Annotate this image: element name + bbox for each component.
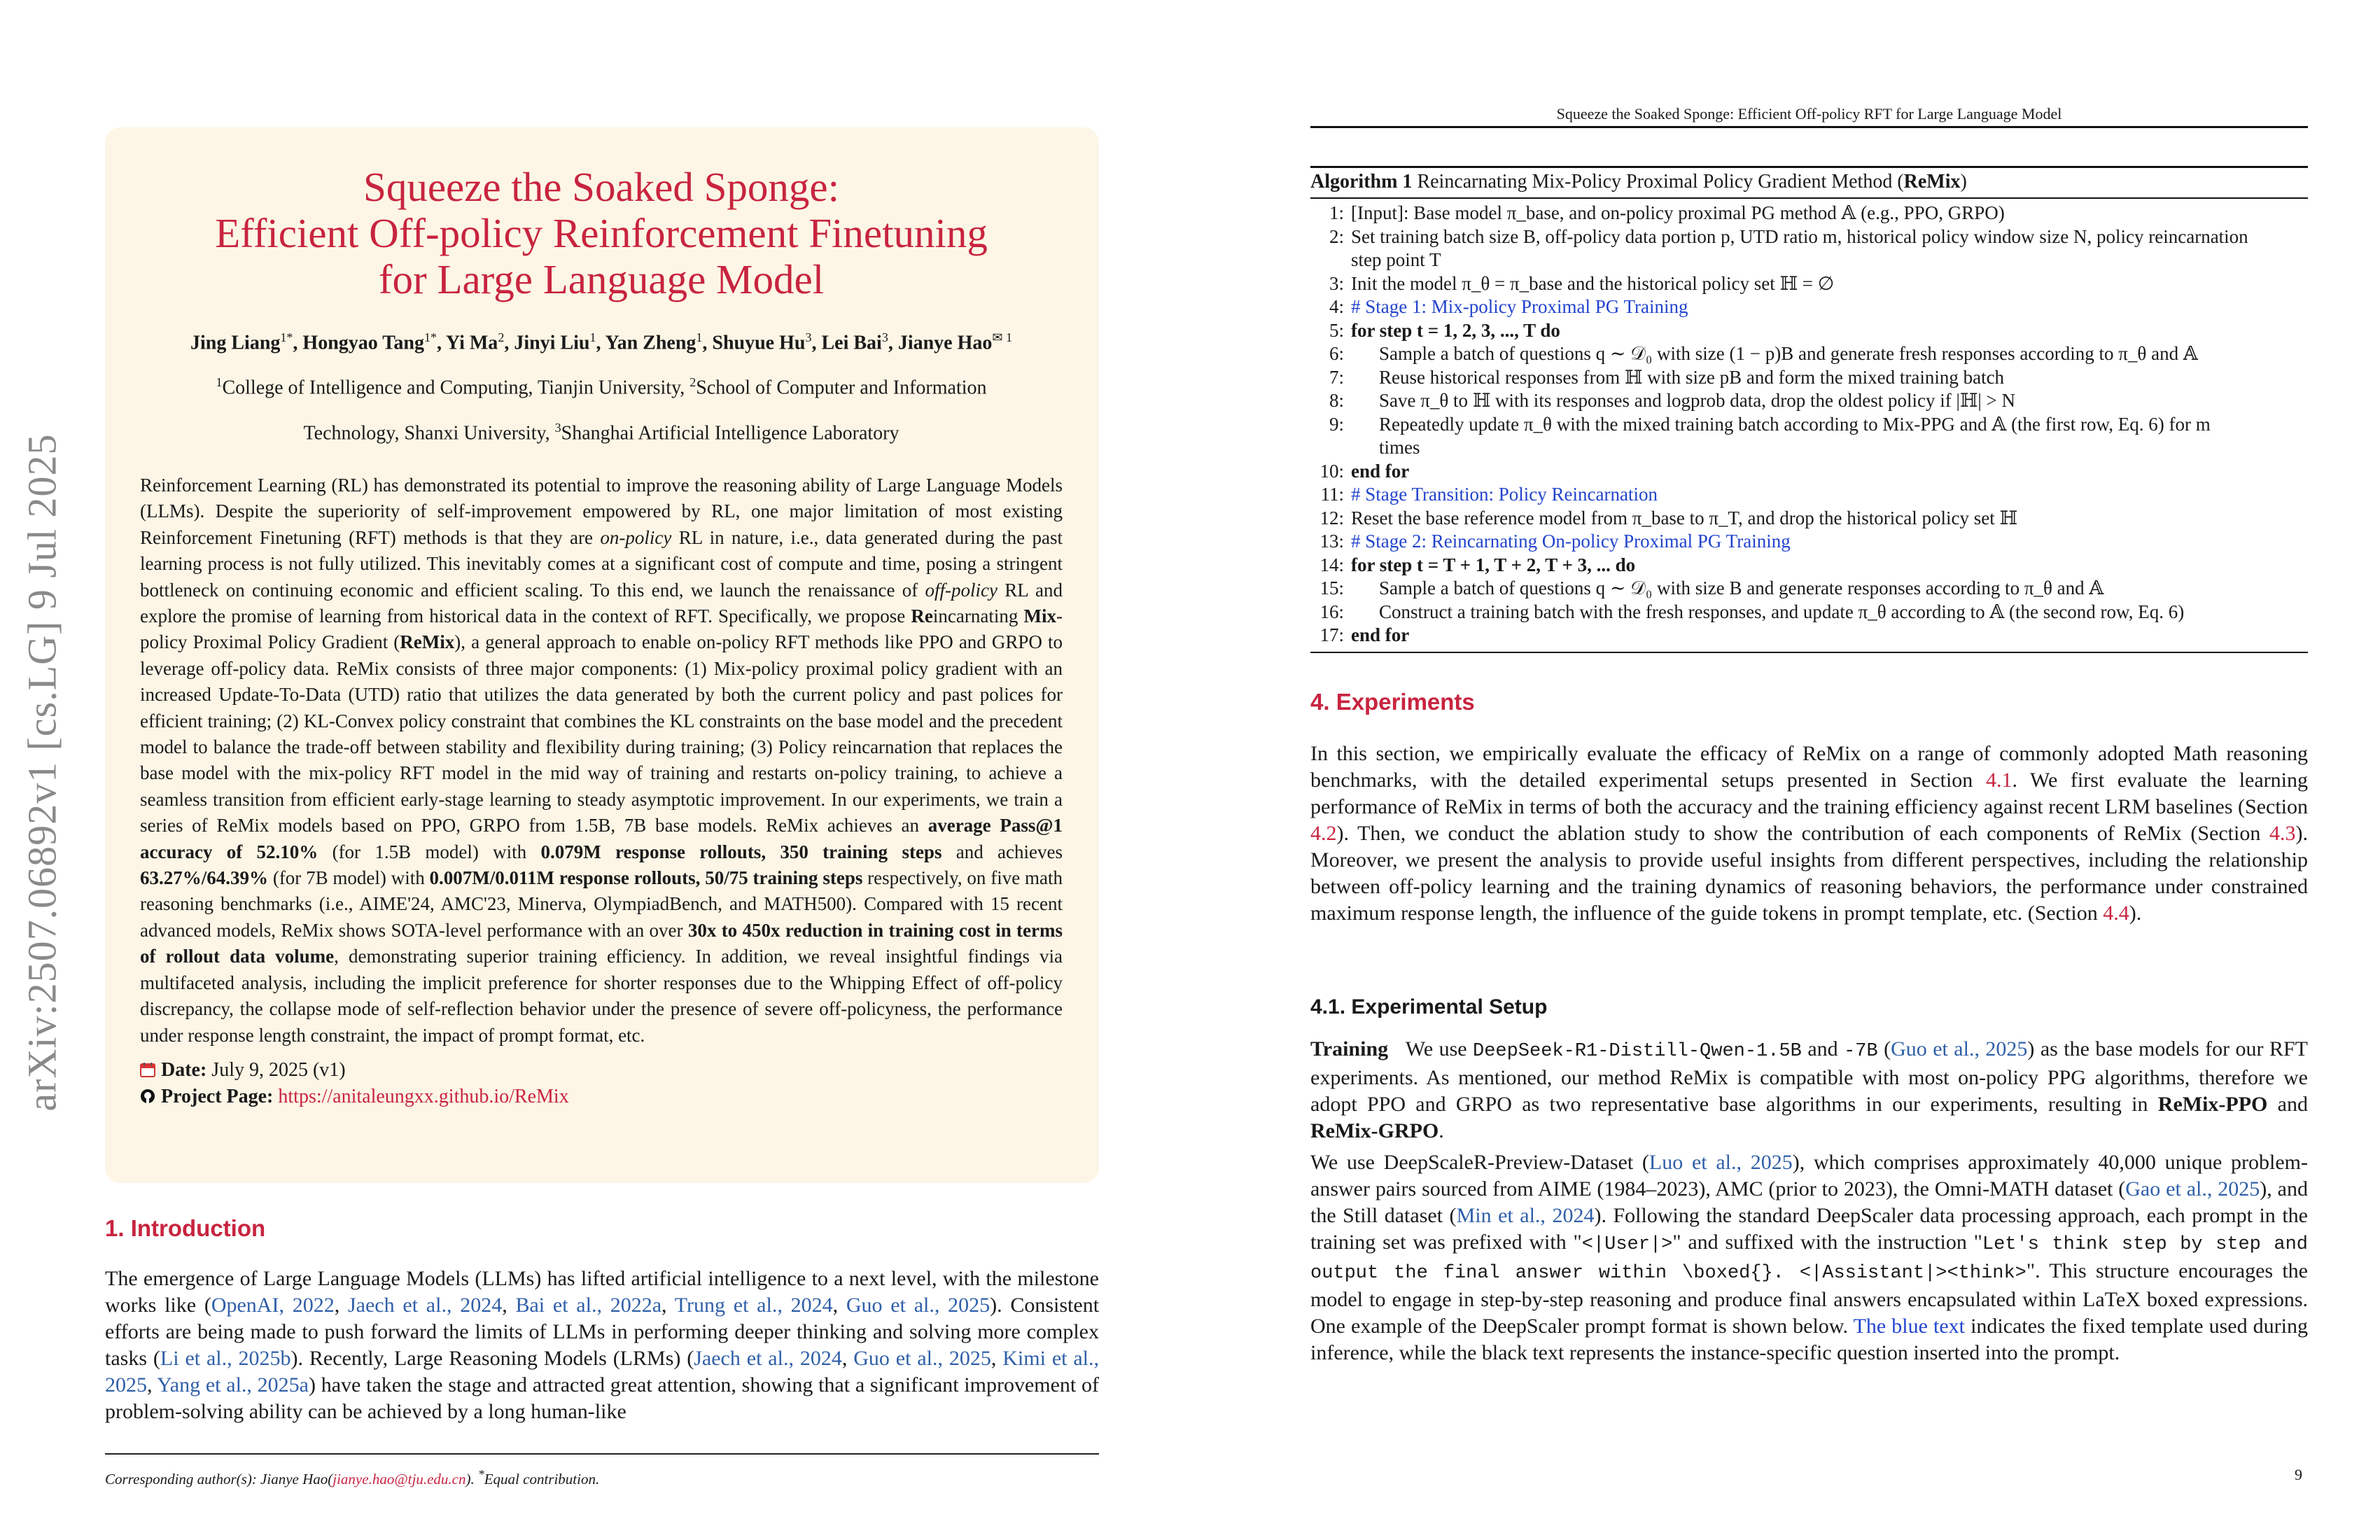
paper-meta — [140, 1057, 1063, 1110]
algorithm-line-text: Save π_θ to ℍ with its responses and logprob data, drop the oldest policy if |ℍ| > N — [1379, 390, 2015, 411]
algorithm-caption — [1310, 168, 2308, 199]
author-sup: ✉ 1 — [992, 330, 1012, 344]
body-text: . — [1438, 1119, 1444, 1142]
algo-label: Algorithm 1 — [1310, 171, 1413, 192]
author: Yan Zheng — [605, 332, 696, 354]
affiliation-2: School of Computer and Information — [696, 377, 987, 399]
algorithm-line — [1310, 554, 2308, 578]
citation-link[interactable]: Guo et al., 2025 — [1891, 1037, 2028, 1060]
author-sup: 3 — [805, 330, 812, 344]
abstract-text: (for 7B model) with — [268, 867, 430, 889]
setup-training-paragraph — [1310, 1036, 2308, 1144]
section-ref-link[interactable]: 4.3 — [2269, 822, 2296, 845]
abstract-bold: average Pass@1 accuracy of 52.10% — [140, 815, 1063, 862]
algo-caption-bold: ReMix — [1903, 171, 1961, 192]
author-sup: 1 — [589, 330, 596, 344]
algorithm-line-number: 14: — [1320, 554, 1344, 575]
body-text: and — [1801, 1037, 1844, 1060]
affiliation-1: College of Intelligence and Computing, Tianjin University, — [222, 377, 685, 399]
algorithm-line-text: [Input]: Base model π_base, and on-policy proximal PG method 𝔸 (e.g., PPO, GRPO) — [1351, 202, 2005, 223]
author: Jing Liang — [190, 332, 281, 354]
algo-caption-end: ) — [1960, 171, 1967, 192]
abstract-emph: off-policy — [925, 579, 997, 601]
algorithm-line — [1310, 225, 2308, 249]
footnote-text: Equal contribution. — [484, 1471, 600, 1488]
algorithm-line — [1310, 295, 2308, 319]
author-sup: 3 — [881, 330, 888, 344]
footnote-text: ). — [465, 1471, 475, 1488]
citation-link[interactable]: Bai et al., 2022a — [515, 1294, 662, 1317]
body-text: and — [2267, 1093, 2309, 1116]
algorithm-line-text: Reset the base reference model from π_base to π_T, and drop the historical policy set ℍ — [1351, 507, 2017, 528]
page-number: 9 — [2295, 1466, 2302, 1483]
abstract-bold: Re — [911, 606, 933, 627]
affiliations — [140, 363, 1063, 453]
citation-link[interactable]: Yang et al., 2025a — [157, 1373, 309, 1396]
body-text: ), and the Still dataset ( — [1310, 1177, 2308, 1227]
sep: , — [832, 1294, 846, 1317]
experiments-heading: 4. Experiments — [1310, 689, 1475, 715]
date-label: Date: — [161, 1058, 207, 1081]
body-text: ) have taken the stage and attracted great attention, showing that a significant improvement of problem-solving ability can be achieved by a long human-like — [105, 1373, 1099, 1423]
project-label: Project Page: — [161, 1085, 274, 1107]
project-page-link[interactable]: https://anitaleungxx.github.io/ReMix — [278, 1085, 569, 1107]
intro-heading: 1. Introduction — [105, 1215, 266, 1241]
algorithm-line-text: Sample a batch of questions q ∼ 𝒟₀ with size (1 − p)B and generate fresh responses according to π_θ and 𝔸 — [1379, 343, 2198, 364]
citation-link[interactable]: Guo et al., 2025 — [853, 1347, 991, 1370]
algorithm-line-number: 8: — [1329, 390, 1344, 411]
model-name: DeepSeek-R1-Distill-Qwen-1.5B — [1473, 1041, 1802, 1062]
algorithm-line-number: 13: — [1320, 531, 1344, 552]
algorithm-line-number: 9: — [1329, 413, 1344, 435]
author-sup: 1* — [424, 330, 437, 344]
algorithm-line-number: 17: — [1320, 624, 1344, 645]
author: Yi Ma — [445, 332, 498, 354]
algorithm-line — [1310, 436, 2308, 460]
body-text: ( — [1877, 1037, 1891, 1060]
abstract-text: Reinforcement Learning (RL) has demonstrated its potential to improve the reasoning ability of Large Language Models (LLMs). Despite the superiority of self-improvement empowered by RL, one major limitation of most existing Reinforcement Finetuning (RFT) methods is that they are — [140, 474, 1063, 548]
footnote-mark: * — [477, 1467, 484, 1481]
algorithm-line-number: 11: — [1320, 484, 1344, 505]
algorithm-line — [1310, 507, 2308, 531]
footnote — [105, 1467, 599, 1488]
abstract-text: respectively, on five math reasoning benchmarks (i.e., AIME'24, AMC'23, Minerva, OlympiadBench, and MATH500). Compared with 15 recent advanced models, ReMix shows SOTA-level performance with an over — [140, 867, 1063, 941]
body-text: ) as the base models for our RFT experiments. As mentioned, our method ReMix is compatible with most on-policy PPG algorithms, therefore we adopt PPO and GRPO as two representative base algorithms in our experiments, resulting in — [1310, 1037, 2309, 1116]
algorithm-line — [1310, 483, 2308, 507]
calendar-icon — [140, 1062, 155, 1077]
section-ref-link[interactable]: 4.2 — [1310, 822, 1337, 845]
abstract-bold: ReMix — [400, 631, 455, 653]
author: Lei Bai — [821, 332, 882, 354]
citation-link[interactable]: Jaech et al., 2024 — [348, 1294, 503, 1317]
algorithm-line-text: times — [1379, 437, 1420, 458]
algorithm-line-text: Construct a training batch with the fresh responses, and update π_θ according to 𝔸 (the second row, Eq. 6) — [1379, 601, 2185, 622]
algorithm-line — [1310, 624, 2308, 648]
abstract — [140, 472, 1063, 1049]
citation-link[interactable]: Gao et al., 2025 — [2125, 1177, 2260, 1200]
blue-text-note: The blue text — [1853, 1315, 1966, 1338]
algorithm-line — [1310, 366, 2308, 390]
abstract-bold: 0.079M response rollouts, 350 training steps — [540, 841, 942, 862]
algorithm-line — [1310, 389, 2308, 413]
algorithm-line — [1310, 413, 2308, 437]
experiments-paragraph — [1310, 741, 2308, 927]
affil-mark: 1 — [216, 375, 223, 390]
abstract-text: and achieves — [941, 841, 1063, 862]
algorithm-line-text: Init the model π_θ = π_base and the historical policy set ℍ = ∅ — [1351, 272, 1835, 294]
citation-link[interactable]: Trung et al., 2024 — [674, 1294, 833, 1317]
prompt-instruction: Let's think step by step and output the final answer within \boxed{}. <|Assistant|><think> — [1310, 1234, 2308, 1284]
algorithm-lines — [1310, 199, 2308, 648]
algorithm-line-number: 12: — [1320, 507, 1344, 528]
algorithm-line-number — [1310, 248, 1351, 272]
date-value: July 9, 2025 (v1) — [211, 1058, 346, 1081]
author-sup: 2 — [498, 330, 505, 344]
citation-link[interactable]: OpenAI, 2022 — [211, 1294, 335, 1317]
abstract-bold: 30x to 450x reduction in training cost in terms of rollout data volume — [140, 919, 1063, 967]
algorithm-line — [1310, 460, 2308, 484]
intro-paragraph — [105, 1266, 1099, 1425]
abstract-bold: 63.27%/64.39% — [140, 867, 269, 889]
abstract-text: RL in nature, i.e., data generated during the past learning process is not fully utilized. This inevitably comes at a significant cost of compute and time, posing a stringent bottleneck on continuing economic and efficient scaling. To this end, we launch the renaissance of — [140, 526, 1063, 601]
citation-link[interactable]: Luo et al., 2025 — [1648, 1151, 1793, 1174]
method-name: ReMix-GRPO — [1310, 1119, 1439, 1142]
sep: , — [334, 1294, 348, 1317]
running-head-rule — [1310, 126, 2308, 128]
author-sup: 1* — [280, 330, 293, 344]
algorithm-line-text: for step t = 1, 2, 3, ..., T do — [1351, 319, 1560, 341]
author: Jinyi Liu — [514, 332, 590, 354]
author: Jianye Hao — [897, 332, 993, 354]
algo-caption-text: Reincarnating Mix-Policy Proximal Policy Gradient Method ( — [1417, 171, 1904, 192]
abstract-text: , demonstrating superior training efficiency. In addition, we reveal insightful findings via multifaceted analysis, including the implicit preference for shorter responses due to the Whipping Effect of off-policy discrepancy, the collapse mode of self-reflection behavior under the presence of severe off-policyness, the performance under response length constraint, the impact of prompt format, etc. — [140, 946, 1063, 1046]
sep: , — [502, 1294, 516, 1317]
sep: , — [662, 1294, 675, 1317]
algorithm-line-number: 7: — [1329, 366, 1344, 388]
citation-link[interactable]: Kimi et al., 2025 — [105, 1347, 1100, 1396]
affiliation-3: Shanghai Artificial Intelligence Laboratory — [561, 421, 899, 444]
body-text: " and suffixed with the instruction " — [1672, 1231, 1982, 1254]
algorithm-line — [1310, 342, 2308, 366]
author-list: Jing Liang$^{1*}$, Hongyao Tang$^{1*}$, Yi Ma$^2$, Jinyi Liu$^1$, Yan Zheng$^1$, Shuyue Hu$^3$, Lei Bai$^3$, Jianye Hao$^{✉ 1}$ — [190, 330, 1012, 354]
section-ref-link[interactable]: 4.1 — [1985, 769, 2012, 792]
method-name: ReMix-PPO — [2157, 1093, 2268, 1116]
sep: , — [147, 1373, 158, 1396]
body-text: The emergence of Large Language Models (LLMs) has lifted artificial intelligence to a next level, with the milestone works like ( — [105, 1267, 1099, 1317]
algorithm-line — [1310, 248, 2308, 272]
title-line-1: Squeeze the Soaked Sponge: — [363, 164, 839, 210]
github-icon — [140, 1088, 155, 1104]
body-text: ). Then, we conduct the ablation study to show the contribution of each components of ReMix (Section — [1336, 822, 2269, 845]
algorithm-line-text: end for — [1351, 460, 1410, 482]
body-text: ". This structure encourages the model to engage in step-by-step reasoning and produce final answers encapsulated within LaTeX boxed expressions. One example of the DeepScaler prompt format is shown below. — [1310, 1259, 2308, 1338]
body-text: We use DeepScaleR-Preview-Dataset ( — [1310, 1151, 1649, 1174]
citation-link[interactable]: Li et al., 2025b — [160, 1347, 291, 1370]
affil-mark: 2 — [690, 375, 696, 390]
body-text: . We first evaluate the learning performance of ReMix in terms of both the accuracy and the training efficiency against recent LRM baselines (Section — [1310, 769, 2308, 818]
prompt-token: <|User|> — [1581, 1234, 1673, 1255]
body-text: We use — [1405, 1037, 1473, 1060]
author: Hongyao Tang — [302, 332, 424, 354]
algorithm-line-number: 16: — [1320, 601, 1344, 622]
algorithm-line — [1310, 577, 2308, 601]
body-text: ). Following the standard DeepScaler data processing approach, each prompt in the training set was prefixed with " — [1310, 1204, 2308, 1254]
algorithm-block — [1310, 166, 2308, 653]
citation-link[interactable]: Jaech et al., 2024 — [694, 1347, 842, 1370]
abstract-text: (for 1.5B model) with — [318, 841, 541, 862]
paragraph-label: Training — [1310, 1037, 1389, 1060]
algorithm-line — [1310, 601, 2308, 624]
sep: , — [841, 1347, 854, 1370]
algorithm-line — [1310, 319, 2308, 343]
algorithm-line-number: 2: — [1329, 225, 1344, 247]
sep: , — [990, 1347, 1003, 1370]
citation-link[interactable]: Guo et al., 2025 — [846, 1294, 990, 1317]
algorithm-line-number: 5: — [1329, 319, 1344, 341]
algorithm-line-text: # Stage 2: Reincarnating On-policy Proximal PG Training — [1351, 531, 1791, 552]
abstract-bold: 0.007M/0.011M response rollouts, 50/75 training steps — [429, 867, 863, 889]
date-row — [140, 1057, 1063, 1084]
setup-dataset-paragraph — [1310, 1149, 2308, 1366]
abstract-bold: Mix — [1023, 606, 1056, 627]
algorithm-line-number: 15: — [1320, 578, 1344, 598]
running-head: Squeeze the Soaked Sponge: Efficient Off-policy RFT for Large Language Model — [1556, 105, 2062, 122]
footnote-rule — [105, 1453, 1099, 1455]
footnote-text: Corresponding author(s): Jianye Hao( — [105, 1471, 333, 1488]
author: Shuyue Hu — [712, 332, 806, 354]
citation-link[interactable]: Min et al., 2024 — [1456, 1204, 1595, 1227]
email-link[interactable]: jianye.hao@tju.edu.cn — [332, 1471, 466, 1488]
algo-bottom-rule — [1310, 652, 2308, 653]
algorithm-line-number: 4: — [1329, 296, 1344, 317]
model-name: -7B — [1844, 1041, 1878, 1062]
body-text: ). Recently, Large Reasoning Models (LRMs) ( — [290, 1347, 694, 1370]
body-text: indicates the fixed template used during inference, while the black text represents the instance-specific question inserted into the prompt. — [1310, 1315, 2308, 1364]
title-line-3: for Large Language Model — [378, 256, 825, 302]
algorithm-line-number: 6: — [1329, 343, 1344, 364]
setup-heading: 4.1. Experimental Setup — [1310, 995, 1548, 1018]
algorithm-line — [1310, 272, 2308, 296]
abstract-emph: on-policy — [600, 526, 672, 548]
algorithm-line-number: 3: — [1329, 272, 1344, 294]
algorithm-line-text: Repeatedly update π_θ with the mixed training batch according to Mix-PPG and 𝔸 (the first row, Eq. 6) for m — [1379, 413, 2211, 435]
algorithm-line-text: end for — [1351, 624, 1410, 645]
algorithm-line-number — [1310, 436, 1351, 460]
abstract-text: -policy Proximal Policy Gradient ( — [140, 606, 1063, 653]
algorithm-line-number: 10: — [1320, 460, 1344, 482]
algorithm-line-text: Reuse historical responses from ℍ with size pB and form the mixed training batch — [1379, 366, 2005, 388]
section-ref-link[interactable]: 4.4 — [2103, 902, 2129, 925]
algorithm-line-text: Set training batch size B, off-policy data portion p, UTD ratio m, historical policy window size N, policy reincarnation — [1351, 225, 2248, 247]
body-text: ), which comprises approximately 40,000 unique problem-answer pairs sourced from AIME (1984–2023), AMC (prior to 2023), the Omni-MATH dataset ( — [1310, 1151, 2308, 1200]
abstract-text: RL and explore the promise of learning from historical data in the context of RFT. Specifically, we propose — [140, 579, 1063, 627]
affiliation-2-cont: Technology, Shanxi University, — [303, 421, 550, 444]
body-text: In this section, we empirically evaluate the efficacy of ReMix on a range of commonly adopted Math reasoning benchmarks, with the detailed experimental setups presented in Section — [1310, 742, 2308, 792]
affil-mark: 3 — [554, 420, 561, 435]
body-text: ). Consistent efforts are being made to push forward the limits of LLMs in performing deeper thinking and solving more complex tasks ( — [105, 1294, 1100, 1370]
algorithm-line — [1310, 530, 2308, 554]
abstract-text: ), a general approach to enable on-policy RFT methods like PPO and GRPO to leverage off-policy data. ReMix consists of three major components: (1) Mix-policy proximal policy gradient with an increased Update-To-Data (UTD) ratio that utilizes the data generated by both the current policy and past polices for efficient training; (2) KL-Convex policy constraint that combines the KL constraints on the base model and the precedent model to balance the trade-off between stability and flexibility during training; (3) Policy reincarnation that replaces the base model with the mix-policy RFT model in the mid way of training and restarts on-policy training, to achieve a seamless transition from efficient early-stage learning to steady asymptotic improvement. In our experiments, we train a series of ReMix models based on PPO, GRPO from 1.5B, 7B base models. ReMix achieves an — [140, 631, 1063, 836]
algorithm-line-text: for step t = T + 1, T + 2, T + 3, ... do — [1351, 554, 1636, 575]
algorithm-line-text: # Stage Transition: Policy Reincarnation — [1351, 484, 1658, 505]
body-text: ). — [2129, 902, 2142, 925]
algorithm-line — [1310, 202, 2308, 225]
author-sup: 1 — [696, 330, 703, 344]
algorithm-line-text: Sample a batch of questions q ∼ 𝒟₀ with size B and generate responses according to π_θ and 𝔸 — [1379, 578, 2104, 598]
title-abstract-box — [105, 127, 1099, 1183]
algorithm-line-number: 1: — [1329, 202, 1344, 223]
arxiv-stamp: arXiv:2507.06892v1 [cs.LG] 9 Jul 2025 — [19, 433, 65, 1112]
project-row — [140, 1084, 1063, 1110]
algorithm-line-text: # Stage 1: Mix-policy Proximal PG Training — [1351, 296, 1688, 317]
body-text: ). Moreover, we present the analysis to provide useful insights from different perspectives, including the relationship between off-policy learning and the training dynamics of reasoning behaviors, the performance under constrained maximum response length, the influence of the guide tokens in prompt template, etc. (Section — [1310, 822, 2308, 925]
algorithm-line-text: step point T — [1351, 249, 1441, 270]
paper-title — [140, 164, 1063, 302]
title-line-2: Efficient Off-policy Reinforcement Finetuning — [215, 210, 988, 256]
abstract-text: incarnating — [932, 606, 1024, 627]
